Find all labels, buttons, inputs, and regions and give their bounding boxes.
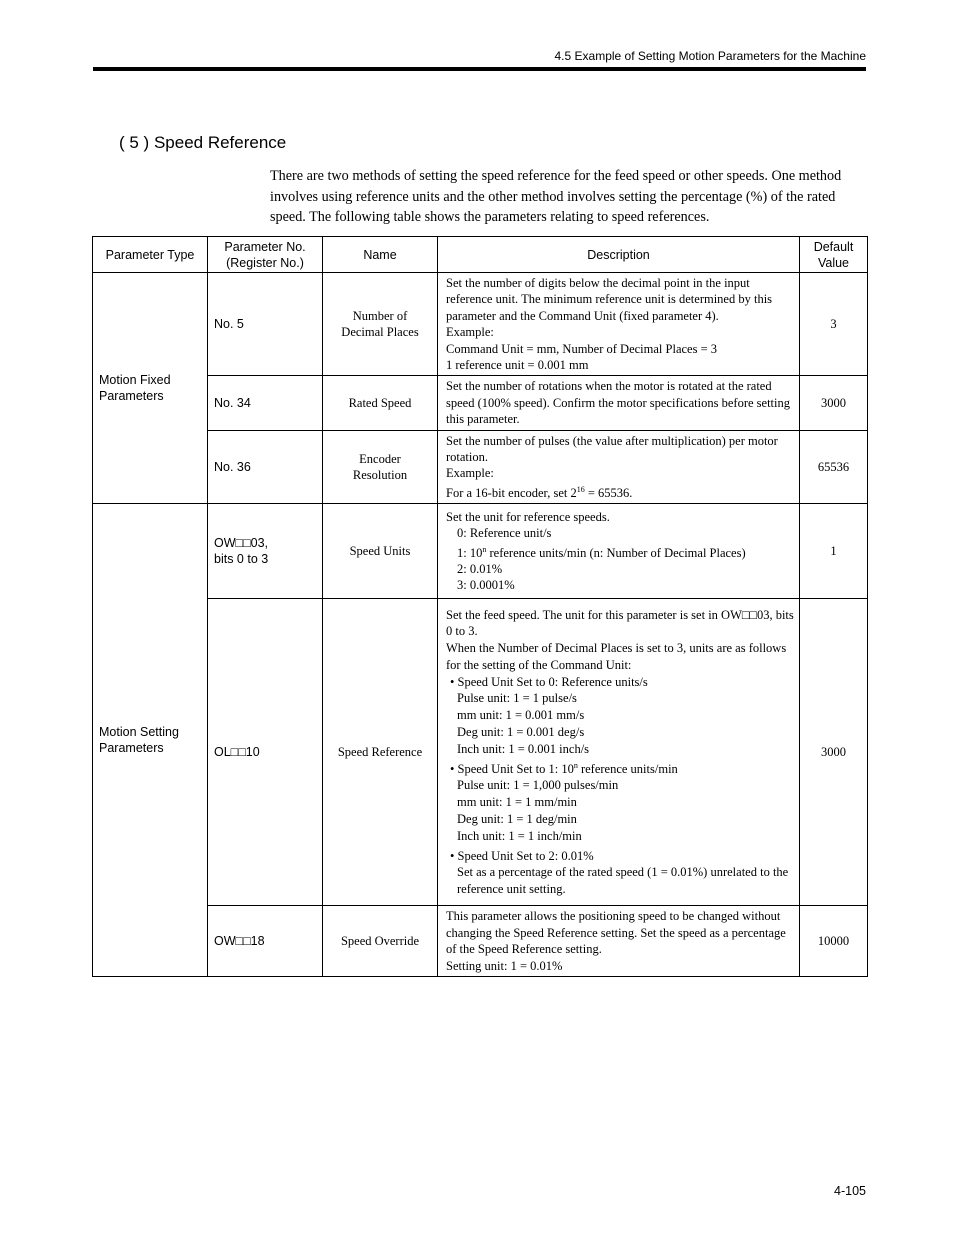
default-value: 1	[800, 504, 868, 599]
header-default-value: Default Value	[800, 237, 868, 273]
running-header: 4.5 Example of Setting Motion Parameters for the Machine	[554, 49, 866, 63]
param-name: Speed Override	[323, 906, 438, 977]
param-no: OW□□18	[208, 906, 323, 977]
param-description: This parameter allows the positioning speed to be changed without changing the Speed Reference setting. Set the speed as a percentage of the Speed Reference setting. Setting unit: 1 = 0.01%	[438, 906, 800, 977]
param-no: No. 34	[208, 376, 323, 430]
header-description: Description	[438, 237, 800, 273]
param-no: No. 36	[208, 430, 323, 504]
param-description: Set the number of pulses (the value after multiplication) per motor rotation. Example: For a 16-bit encoder, set $2^{16} = 65536$.	[438, 430, 800, 504]
param-name: Rated Speed	[323, 376, 438, 430]
section-title: ( 5 ) Speed Reference	[119, 133, 287, 152]
page-number: 4-105	[834, 1184, 866, 1198]
header-rule	[93, 67, 866, 71]
table-row	[93, 906, 868, 977]
param-description: Set the number of rotations when the motor is rotated at the rated speed (100% speed). Confirm the motor specifications before setting this parameter.	[438, 376, 800, 430]
intro-paragraph: There are two methods of setting the speed reference for the feed speed or other speeds. One method involves using reference units and the other method involves setting the percentage (%) of the rated speed. The following table shows the parameters relating to speed references.	[270, 168, 842, 225]
param-name: Speed Reference	[323, 599, 438, 906]
table-row	[93, 430, 868, 504]
param-no: OW□□03, bits 0 to 3	[208, 504, 323, 599]
param-description: Set the unit for reference speeds. 0: Reference unit/s 1: 10$^n$ reference units/min (n: Number of Decimal Places) 2: 0.01% 3: 0.0001%	[438, 504, 800, 599]
default-value: 65536	[800, 430, 868, 504]
param-description: Set the feed speed. The unit for this parameter is set in OW□□03, bits 0 to 3. When the Number of Decimal Places is set to 3, units are as follows for the setting of the Command Unit: • Speed Unit Set to 0: Reference units/s Pulse unit: 1 = 1 pulse/s mm unit: 1 = 0.001 mm/s Deg unit: 1 = 0.001 deg/s Inch unit: 1 = 0.001 inch/s • Speed Unit Set to 1: 10$^n$ reference units/min Pulse unit: 1 = 1,000 pulses/min mm unit: 1 = 1 mm/min Deg unit: 1 = 1 deg/min Inch unit: 1 = 1 inch/min • Speed Unit Set to 2: 0.01% Set as a percentage of the rated speed (1 = 0.01%) unrelated to the reference unit setting.	[438, 599, 800, 906]
table-header-row	[93, 237, 868, 273]
default-value: 3000	[800, 599, 868, 906]
group-motion-fixed: Motion Fixed Parameters	[93, 273, 208, 504]
default-value: 10000	[800, 906, 868, 977]
group-motion-setting: Motion Setting Parameters	[93, 504, 208, 977]
default-value: 3000	[800, 376, 868, 430]
param-no: OL□□10	[208, 599, 323, 906]
header-parameter-no: Parameter No. (Register No.)	[208, 237, 323, 273]
parameter-table	[92, 236, 868, 977]
param-name: Speed Units	[323, 504, 438, 599]
param-no: No. 5	[208, 273, 323, 376]
table-row	[93, 376, 868, 430]
param-description: Set the number of digits below the decimal point in the input reference unit. The minimum reference unit is determined by this parameter and the Command Unit (fixed parameter 4). Example: Command Unit = mm, Number of Decimal Places = 3 1 reference unit = 0.001 mm	[438, 273, 800, 376]
param-name: Number of Decimal Places	[323, 273, 438, 376]
header-name: Name	[323, 237, 438, 273]
table-row	[93, 599, 868, 906]
table-row	[93, 273, 868, 376]
default-value: 3	[800, 273, 868, 376]
header-parameter-type: Parameter Type	[93, 237, 208, 273]
table-row	[93, 504, 868, 599]
param-name: Encoder Resolution	[323, 430, 438, 504]
